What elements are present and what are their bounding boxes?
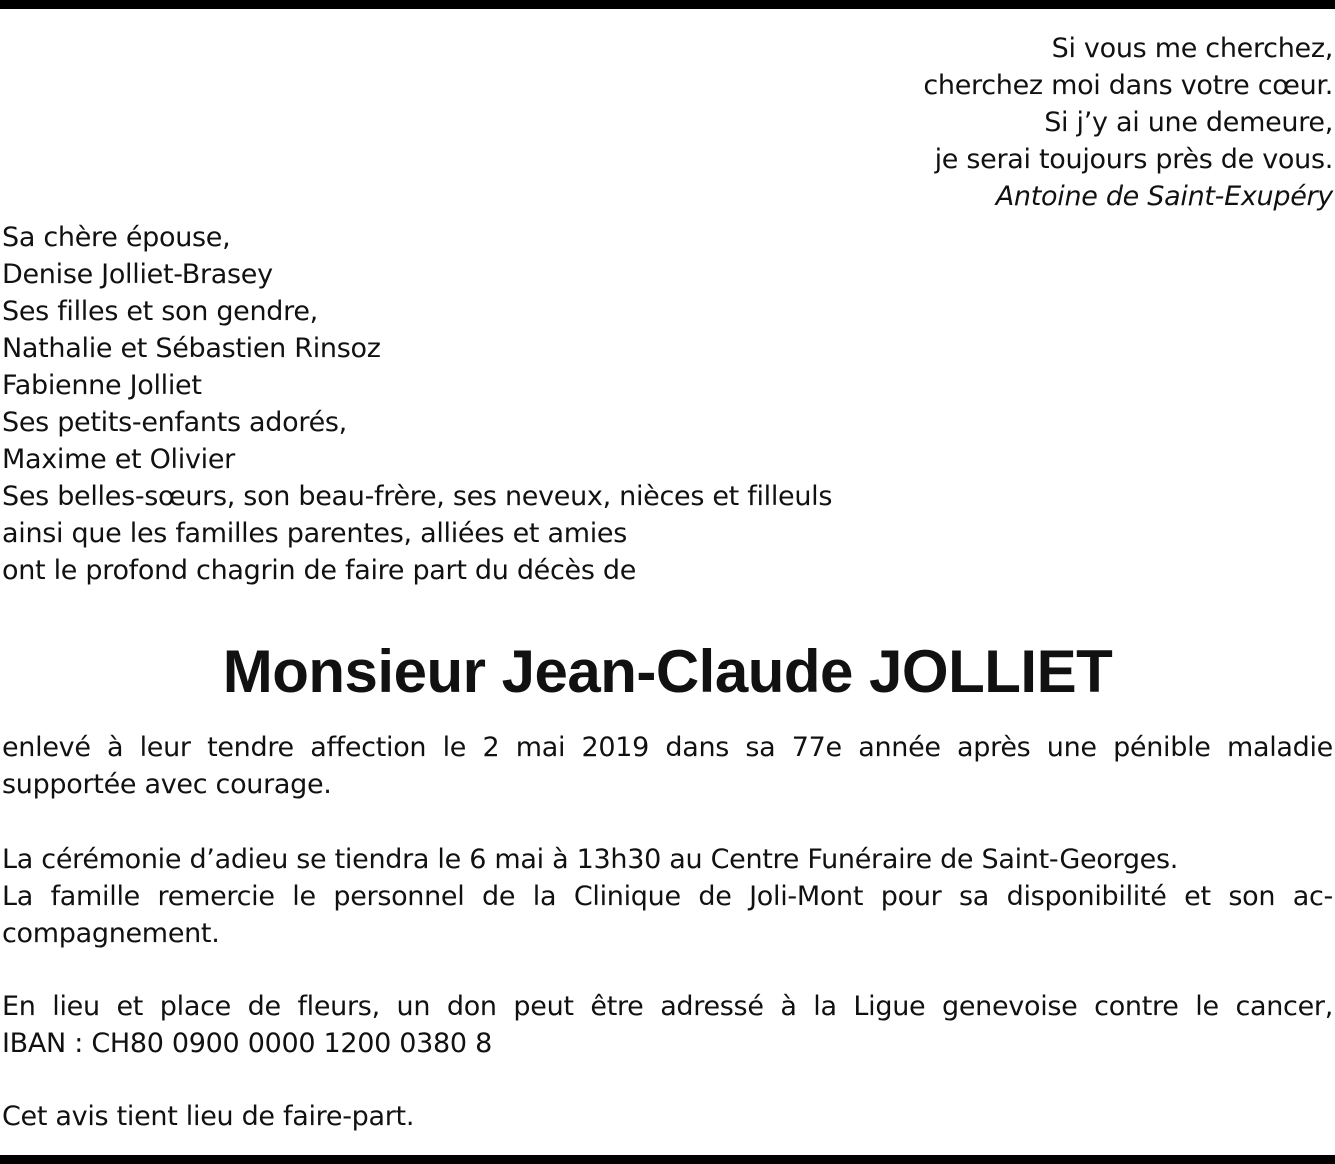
family-line: ont le profond chagrin de faire part du décès de	[2, 555, 637, 586]
family-announcement	[2, 219, 832, 589]
quote-line: Si vous me cherchez,	[1051, 33, 1333, 64]
family-line: Fabienne Jolliet	[2, 370, 202, 401]
family-line: Sa chère épouse,	[2, 222, 231, 253]
bottom-rule	[0, 1155, 1335, 1164]
ceremony-paragraph	[2, 841, 1333, 952]
quote-line: cherchez moi dans votre cœur.	[923, 70, 1333, 101]
passing-paragraph	[2, 729, 1333, 803]
deceased-name: Monsieur Jean-Claude JOLLIET	[222, 638, 1113, 705]
paragraph-line: compagnement.	[2, 918, 220, 949]
paragraph-line: supportée avec courage.	[2, 769, 332, 800]
paragraph-line: Cet avis tient lieu de faire-part.	[2, 1101, 415, 1132]
family-line: Ses petits-enfants adorés,	[2, 407, 347, 438]
top-rule	[0, 0, 1335, 9]
family-line: Ses belles-sœurs, son beau-frère, ses neveux, nièces et filleuls	[2, 481, 833, 512]
iban-line: IBAN : CH80 0900 0000 1200 0380 8	[2, 1028, 492, 1059]
family-line: Nathalie et Sébastien Rinsoz	[2, 333, 381, 364]
paragraph-line: En lieu et place de fleurs, un don peut être adressé à la Ligue genevoise contre le cancer,	[2, 991, 1333, 1022]
family-line: Maxime et Olivier	[2, 444, 235, 475]
donation-paragraph	[2, 988, 1333, 1062]
quote-line: je serai toujours près de vous.	[934, 144, 1333, 175]
paragraph-line: La famille remercie le personnel de la Clinique de Joli-Mont pour sa disponibilité et son ac-	[2, 881, 1333, 912]
paragraph-line: La cérémonie d’adieu se tiendra le 6 mai à 13h30 au Centre Funéraire de Saint-Georges.	[2, 844, 1179, 875]
family-line: Ses filles et son gendre,	[2, 296, 318, 327]
closing-paragraph	[2, 1098, 1333, 1135]
family-line: ainsi que les familles parentes, alliées et amies	[2, 518, 628, 549]
paragraph-line: enlevé à leur tendre affection le 2 mai 2019 dans sa 77e année après une pénible maladie	[2, 732, 1333, 763]
family-line: Denise Jolliet-Brasey	[2, 259, 273, 290]
epigraph-quote	[923, 30, 1333, 215]
quote-author: Antoine de Saint-Exupéry	[995, 181, 1333, 212]
quote-line: Si j’y ai une demeure,	[1044, 107, 1333, 138]
